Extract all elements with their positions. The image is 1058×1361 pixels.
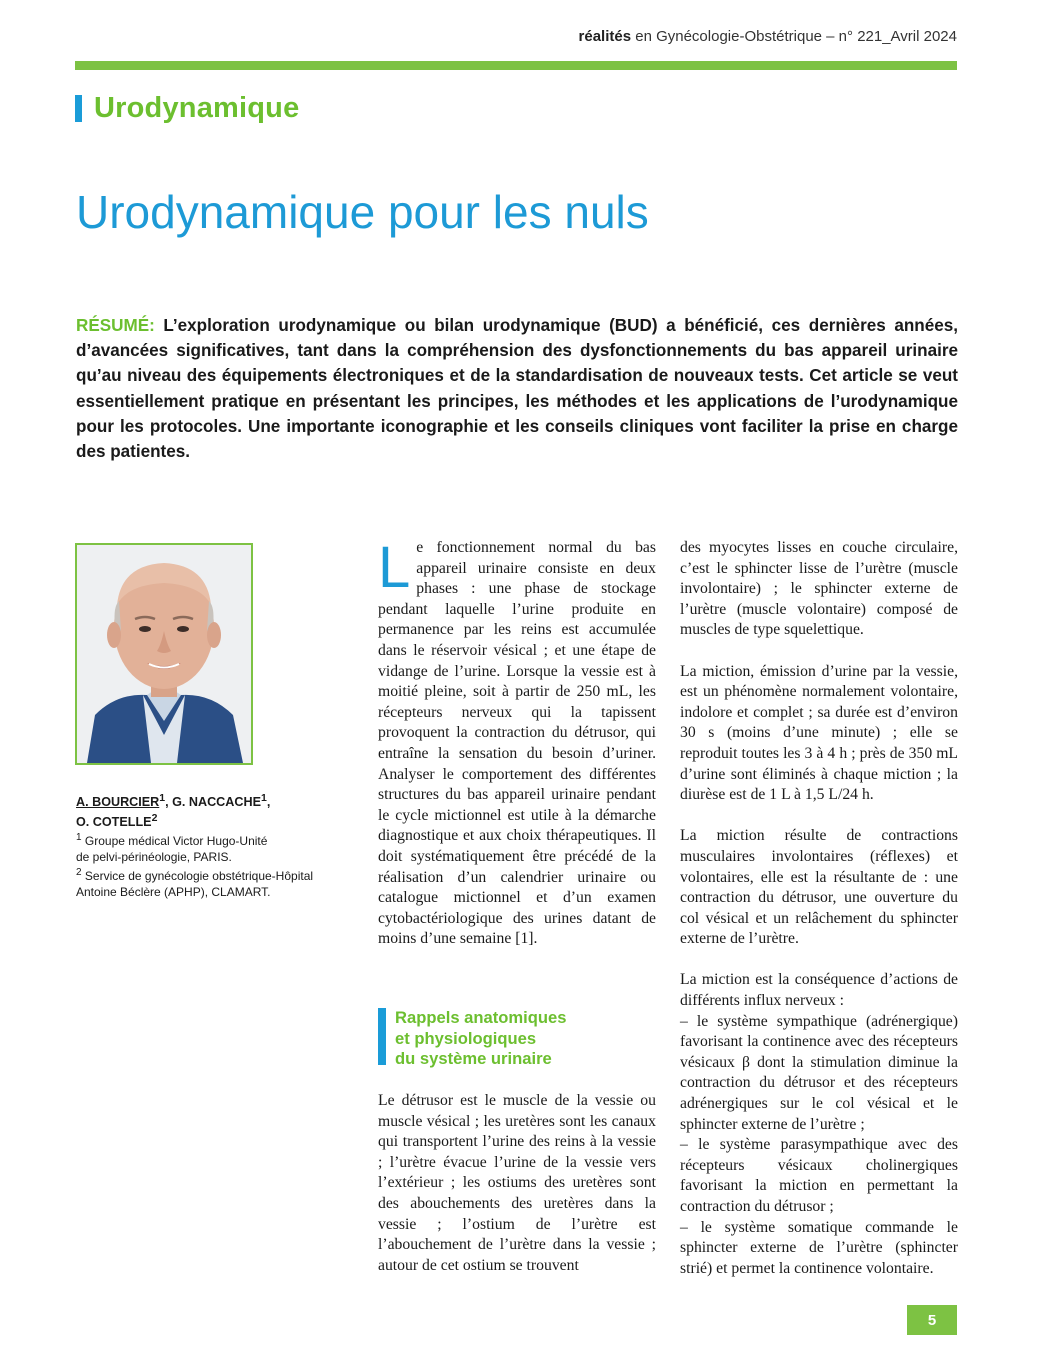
portrait-image	[77, 545, 251, 763]
section-title: Urodynamique	[94, 91, 300, 124]
nerve-item-parasympathetic: – le système parasympathique avec des récepteurs vésicaux cholinergiques favorisant la miction en permettant la contraction du détrusor ;	[680, 1136, 958, 1215]
intro-text: e fonctionnement normal du bas appareil urinaire consiste en deux phases : une phase de stockage pendant laquelle l’urine produite en permanence par les reins est accumulée dans le réservoir vésical ; et une étape de vidange de l’urine. Lorsque la vessie est à moitié pleine, soit à partir de 250 mL, les récepteurs nerveux qui la tapissent provoquent la contraction du détrusor, qui entraîne la sensation du besoin d’uriner. Analyser le comportement des différentes structures du bas appareil urinaire pendant le cycle mictionnel est utile à la démarche diagnostique et aux choix thérapeutiques. Il doit systématiquement être précédé de la réalisation d’un calendrier urinaire ou catalogue mictionnel et d’un examen cytobactériologique des urines datant de moins d’une semaine [1].	[378, 539, 656, 948]
author-3: O. COTELLE	[76, 815, 152, 830]
nerve-item-sympathetic: – le système sympathique (adrénergique) favorisant la continence avec des récepteurs vésicaux β dont la stimulation diminue la contraction du détrusor et des récepteurs adrénergiques sur le col vésical et le sphincter externe de l’urètre ;	[680, 1012, 958, 1133]
body-column-1-continued	[378, 1091, 656, 1297]
affiliation-1-line-1: Groupe médical Victor Hugo-Unité	[81, 834, 268, 849]
sphincter-paragraph: des myocytes lisses en couche circulaire, c’est le sphincter lisse de l’urètre (muscle involontaire) ; le sphincter externe de l’urètre (muscle volontaire) composé de muscles de type squelettique.	[680, 539, 958, 639]
anatomy-paragraph: Le détrusor est le muscle de la vessie ou muscle vésical ; les uretères sont les canaux qui transportent l’urine des reins à la vessie ; l’urètre évacue l’urine de la vessie vers l’extérieur ; les ostiums des uretères sont des abouchements des uretères dans la vessie ; l’ostium de l’urètre est l’abouchement de l’urètre dans la vessie ; autour de cet ostium se trouvent	[378, 1092, 656, 1274]
intro-paragraph	[378, 535, 656, 950]
abstract	[76, 313, 958, 464]
author-names	[76, 790, 326, 830]
subheading-line-3: du système urinaire	[395, 1049, 552, 1069]
drop-cap: L	[378, 535, 411, 600]
body-column-2	[680, 538, 958, 1279]
affiliation-2-number: 2	[76, 867, 82, 879]
contraction-paragraph: La miction résulte de contractions musculaires involontaires (réflexes) et volontaires, elle est la résultante de : une contraction du détrusor, une ouverture du col vésical et un relâchement du sphincter externe de l’urètre.	[680, 827, 958, 948]
affiliation-1	[76, 830, 326, 865]
subheading-bar	[378, 1008, 386, 1065]
affiliation-2	[76, 865, 326, 900]
section-rubric	[75, 90, 299, 126]
subheading-line-2: et physiologiques	[395, 1028, 537, 1048]
affiliation-1-line-2: de pelvi-périnéologie, PARIS.	[76, 850, 232, 865]
author-separator: ,	[266, 795, 271, 810]
author-2: , G. NACCACHE	[165, 795, 261, 810]
header-rule	[75, 61, 957, 70]
author-3-affiliation: 2	[151, 812, 158, 825]
affiliation-2-line-2: Antoine Béclère (APHP), CLAMART.	[76, 885, 271, 900]
miction-paragraph: La miction, émission d’urine par la vessie, est un phénomène normalement volontaire, indolore et complet ; sa durée est d’environ 30 s (moins d’une minute) ; elle se reproduit toutes les 3 à 4 h ; près de 350 mL d’urine sont éliminés à chaque miction ; la diurèse est de 1 L à 1,5 L/24 h.	[680, 662, 958, 804]
page-number: 5	[907, 1305, 957, 1335]
author-photo	[75, 543, 253, 765]
subheading-line-1: Rappels anatomiques	[395, 1008, 567, 1027]
author-1-affiliation: 1	[159, 792, 166, 804]
affiliation-2-line-1: Service de gynécologie obstétrique-Hôpital	[81, 869, 314, 884]
subheading-text	[395, 1008, 567, 1070]
abstract-text: L’exploration urodynamique ou bilan urodynamique (BUD) a bénéficié, ces dernières années, d’avancées significatives, tant dans la compréhension des dysfonctionnements du bas appareil urinaire qu’au niveau des équipements électroniques et de la standardisation de nouveaux tests. Cet article se veut essentiellement pratique en présentant les principes, les méthodes et les applications de l’urodynamique pour les protocoles. Une importante iconographie et les conseils cliniques vont faciliter la prise en charge des patientes.	[76, 316, 958, 462]
body-column-1	[378, 535, 656, 970]
nerve-item-somatic: – le système somatique commande le sphincter externe de l’urètre (sphincter strié) et permet la continence volontaire.	[680, 1218, 958, 1277]
author-2-affiliation: 1	[260, 792, 267, 804]
nerve-paragraph	[680, 970, 958, 1279]
journal-header	[579, 28, 957, 45]
article-title: Urodynamique pour les nuls	[76, 186, 649, 238]
nerve-intro: La miction est la conséquence d’actions de différents influx nerveux :	[680, 971, 958, 1010]
rubric-bar	[75, 95, 82, 122]
journal-issue: en Gynécologie-Obstétrique – n° 221_Avril 2024	[631, 28, 957, 45]
author-1: A. BOURCIER	[76, 795, 160, 810]
abstract-label: RÉSUMÉ:	[76, 316, 164, 335]
subheading	[378, 1008, 656, 1070]
authors-block	[76, 790, 326, 900]
affiliation-1-number: 1	[76, 832, 82, 844]
journal-brand: réalités	[578, 28, 632, 45]
